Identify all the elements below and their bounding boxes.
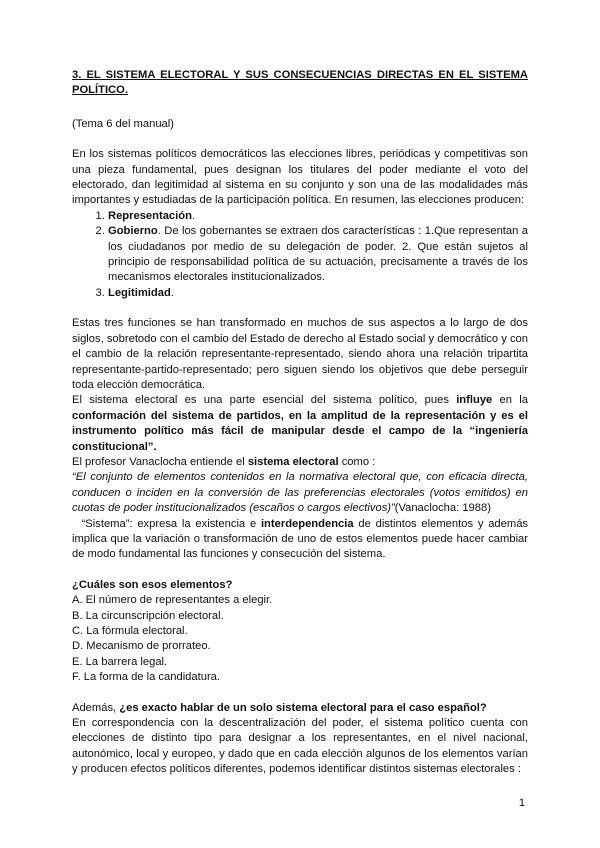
list-item: C. La fórmula electoral. [72, 625, 188, 637]
spanish-question: Además, ¿es exacto hablar de un solo sistema electoral para el caso español? [72, 701, 487, 714]
list-item: A. El número de representantes a elegir. [72, 594, 273, 607]
elements-question: ¿Cuáles son esos elementos? [72, 578, 233, 591]
list-item: 2. Gobierno. De los gobernantes se extraen dos características : 1.Que representan a los ciudadanos por medio de su delegación de poder. 2. Que están sujetos al principio de responsabilidad política de su actuación, precisamente a través de los mecanismos electorales institucionalizados. [108, 224, 528, 286]
definition-intro: El profesor Vanaclocha entiende el sistema electoral como : [72, 455, 376, 468]
page-number: 1 [518, 797, 525, 809]
list-item: B. La circunscripción electoral. [72, 609, 224, 622]
list-item: E. La barrera legal. [72, 655, 168, 668]
list-item: D. Mecanismo de prorrateo. [72, 640, 211, 653]
intro-paragraph: En los sistemas políticos democráticos las elecciones libres, periódicas y competitivas son una pieza fundamental, pues designan los titulares del poder mediante el voto del electorado, dan legitimidad al sistema en su conjunto y son una de las modalidades más importantes y estudiadas de la participación política. En resumen, las elecciones producen: [72, 148, 528, 207]
list-item: 3. Legitimidad. [108, 286, 528, 301]
decentralization-paragraph: En correspondencia con la descentralización del poder, el sistema político cuenta con elecciones de distinto tipo para designar a los representantes, en el nivel nacional, autonómico, local y europeo, y dado que en cada elección algunos de los elementos varían y producen efectos políticos diferentes, podemos identificar distintos sistemas electorales : [72, 717, 528, 776]
subtitle: (Tema 6 del manual) [72, 117, 174, 130]
document-page [72, 68, 528, 778]
section-title: 3. EL SISTEMA ELECTORAL Y SUS CONSECUENCIAS DIRECTAS EN EL SISTEMA POLÍTICO. [72, 69, 528, 97]
definition-quote: “El conjunto de elementos contenidos en la normativa electoral que, con eficacia directa, conducen o inciden en la conversión de las preferencias electorales (votos emitidos) en cuotas de poder institucionalizados (escaños o cargos electivos)”(Vanaclocha: 1988) [72, 471, 528, 515]
list-item: F. La forma de la candidatura. [72, 671, 221, 684]
electoral-system-paragraph: El sistema electoral es una parte esencial del sistema político, pues influye en la conformación del sistema de partidos, en la amplitud de la representación y es el instrumento político más fácil de manipular desde el campo de la “ingeniería constitucional”. [72, 394, 528, 453]
effects-list [72, 209, 528, 301]
elements-list [72, 593, 528, 685]
system-paragraph: “Sistema”: expresa la existencia e interdependencia de distintos elementos y además implica que la variación o transformación de uno de estos elementos puede hacer cambiar de modo fundamental las funciones y consecución del sistema. [72, 517, 529, 561]
list-item: 1. Representación. [108, 209, 528, 224]
functions-paragraph: Estas tres funciones se han transformado en muchos de sus aspectos a lo largo de dos siglos, sobretodo con el cambio del Estado de derecho al Estado social y democrático y con el cambio de la relación representante-representado, siendo ahora una relación tripartita representante-partido-representado; pero siguen siendo los objetivos que debe perseguir toda elección democrática. [72, 317, 528, 391]
